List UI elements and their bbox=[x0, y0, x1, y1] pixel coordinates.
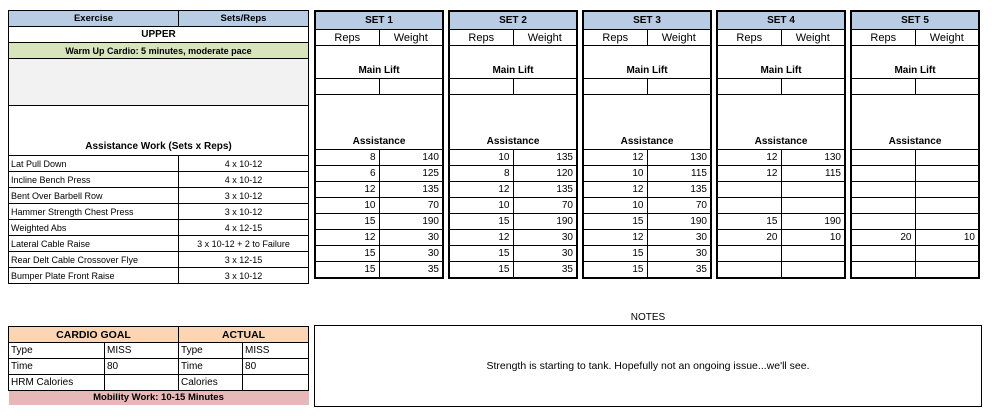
weight-cell[interactable]: 115 bbox=[781, 166, 845, 182]
weight-cell[interactable]: 130 bbox=[647, 150, 711, 166]
weight-cell[interactable]: 120 bbox=[513, 166, 577, 182]
set-title: SET 2 bbox=[450, 12, 577, 30]
weight-cell[interactable]: 30 bbox=[647, 246, 711, 262]
exercise-table bbox=[8, 10, 309, 284]
weight-header: Weight bbox=[647, 30, 711, 46]
assistance-heading: Assistance Work (Sets x Reps) bbox=[9, 106, 309, 156]
reps-cell[interactable]: 10 bbox=[584, 198, 648, 214]
reps-cell[interactable]: 10 bbox=[450, 198, 514, 214]
set-title: SET 5 bbox=[852, 12, 979, 30]
reps-cell[interactable] bbox=[852, 166, 916, 182]
reps-cell[interactable]: 12 bbox=[584, 182, 648, 198]
reps-cell[interactable]: 8 bbox=[450, 166, 514, 182]
reps-cell[interactable]: 15 bbox=[450, 214, 514, 230]
weight-cell[interactable] bbox=[915, 166, 979, 182]
reps-cell[interactable]: 12 bbox=[450, 182, 514, 198]
reps-cell[interactable]: 15 bbox=[316, 262, 380, 278]
reps-cell[interactable]: 10 bbox=[450, 150, 514, 166]
reps-cell[interactable]: 10 bbox=[584, 166, 648, 182]
reps-cell[interactable]: 12 bbox=[316, 230, 380, 246]
weight-cell[interactable]: 30 bbox=[379, 246, 443, 262]
goal-value[interactable]: MISS bbox=[105, 343, 179, 359]
reps-header: Reps bbox=[852, 30, 916, 46]
set-panel-1 bbox=[314, 10, 444, 279]
reps-cell[interactable]: 15 bbox=[718, 214, 782, 230]
weight-cell[interactable]: 30 bbox=[379, 230, 443, 246]
weight-cell[interactable]: 30 bbox=[647, 230, 711, 246]
goal-label: Type bbox=[9, 343, 105, 359]
weight-cell[interactable]: 10 bbox=[781, 230, 845, 246]
cardio-table bbox=[8, 326, 309, 405]
main-lift-weight[interactable] bbox=[647, 79, 711, 95]
weight-cell[interactable]: 30 bbox=[513, 246, 577, 262]
set-panel-5 bbox=[850, 10, 980, 279]
weight-cell[interactable]: 35 bbox=[647, 262, 711, 278]
goal-value[interactable] bbox=[105, 375, 179, 391]
exercise-name[interactable]: Lat Pull Down bbox=[9, 156, 179, 172]
exercise-sets[interactable]: 3 x 12-15 bbox=[179, 252, 309, 268]
weight-cell[interactable]: 190 bbox=[781, 214, 845, 230]
weight-cell[interactable]: 70 bbox=[647, 198, 711, 214]
weight-cell[interactable] bbox=[915, 262, 979, 278]
exercise-sets[interactable]: 4 x 10-12 bbox=[179, 156, 309, 172]
reps-cell[interactable] bbox=[852, 214, 916, 230]
cardio-goal-title: CARDIO GOAL bbox=[9, 327, 179, 343]
main-lift-label: Main Lift bbox=[852, 46, 979, 79]
weight-cell[interactable]: 115 bbox=[647, 166, 711, 182]
exercise-name[interactable]: Bumper Plate Front Raise bbox=[9, 268, 179, 284]
assistance-label: Assistance bbox=[316, 95, 443, 150]
weight-cell[interactable] bbox=[781, 198, 845, 214]
reps-cell[interactable] bbox=[852, 150, 916, 166]
reps-cell[interactable] bbox=[852, 198, 916, 214]
exercise-sets[interactable]: 3 x 10-12 bbox=[179, 188, 309, 204]
reps-cell[interactable]: 12 bbox=[718, 166, 782, 182]
exercise-sets[interactable]: 3 x 10-12 bbox=[179, 268, 309, 284]
weight-cell[interactable]: 70 bbox=[513, 198, 577, 214]
exercise-sets[interactable]: 3 x 10-12 + 2 to Failure bbox=[179, 236, 309, 252]
notes-label: NOTES bbox=[630, 312, 666, 323]
notes-text: Strength is starting to tank. Hopefully not an ongoing issue...we'll see. bbox=[486, 360, 810, 372]
main-lift-reps[interactable] bbox=[852, 79, 916, 95]
set-title: SET 1 bbox=[316, 12, 443, 30]
actual-value[interactable]: MISS bbox=[243, 343, 309, 359]
warmup-cardio[interactable]: Warm Up Cardio: 5 minutes, moderate pace bbox=[9, 43, 309, 59]
reps-cell[interactable]: 15 bbox=[450, 262, 514, 278]
reps-header: Reps bbox=[718, 30, 782, 46]
reps-header: Reps bbox=[450, 30, 514, 46]
exercise-name[interactable]: Bent Over Barbell Row bbox=[9, 188, 179, 204]
weight-cell[interactable] bbox=[915, 150, 979, 166]
set-title: SET 4 bbox=[718, 12, 845, 30]
exercise-name[interactable]: Incline Bench Press bbox=[9, 172, 179, 188]
actual-label: Calories bbox=[179, 375, 243, 391]
exercise-name[interactable]: Weighted Abs bbox=[9, 220, 179, 236]
weight-cell[interactable]: 70 bbox=[379, 198, 443, 214]
actual-value[interactable]: 80 bbox=[243, 359, 309, 375]
weight-cell[interactable] bbox=[781, 262, 845, 278]
reps-cell[interactable]: 8 bbox=[316, 150, 380, 166]
weight-cell[interactable]: 140 bbox=[379, 150, 443, 166]
header-exercise: Exercise bbox=[9, 11, 179, 27]
main-lift-weight[interactable] bbox=[513, 79, 577, 95]
reps-cell[interactable]: 15 bbox=[584, 262, 648, 278]
set-panel-3 bbox=[582, 10, 712, 279]
reps-header: Reps bbox=[316, 30, 380, 46]
weight-header: Weight bbox=[513, 30, 577, 46]
exercise-name[interactable]: Rear Delt Cable Crossover Flye bbox=[9, 252, 179, 268]
set-title: SET 3 bbox=[584, 12, 711, 30]
weight-cell[interactable]: 30 bbox=[513, 230, 577, 246]
reps-cell[interactable]: 6 bbox=[316, 166, 380, 182]
goal-label: Time bbox=[9, 359, 105, 375]
reps-cell[interactable] bbox=[718, 182, 782, 198]
reps-cell[interactable]: 15 bbox=[316, 214, 380, 230]
weight-cell[interactable] bbox=[915, 182, 979, 198]
weight-cell[interactable]: 35 bbox=[513, 262, 577, 278]
weight-cell[interactable]: 125 bbox=[379, 166, 443, 182]
goal-value[interactable]: 80 bbox=[105, 359, 179, 375]
reps-cell[interactable]: 20 bbox=[852, 230, 916, 246]
main-lift-reps[interactable] bbox=[316, 79, 380, 95]
reps-cell[interactable]: 15 bbox=[450, 246, 514, 262]
reps-cell[interactable]: 12 bbox=[584, 230, 648, 246]
weight-cell[interactable] bbox=[915, 198, 979, 214]
weight-cell[interactable]: 135 bbox=[379, 182, 443, 198]
weight-cell[interactable]: 135 bbox=[647, 182, 711, 198]
header-sets-reps: Sets/Reps bbox=[179, 11, 309, 27]
weight-header: Weight bbox=[915, 30, 979, 46]
exercise-name[interactable]: Lateral Cable Raise bbox=[9, 236, 179, 252]
reps-cell[interactable] bbox=[852, 262, 916, 278]
reps-cell[interactable]: 20 bbox=[718, 230, 782, 246]
weight-cell[interactable] bbox=[781, 182, 845, 198]
reps-cell[interactable]: 12 bbox=[450, 230, 514, 246]
assistance-label: Assistance bbox=[718, 95, 845, 150]
weight-cell[interactable]: 135 bbox=[513, 150, 577, 166]
actual-label: Time bbox=[179, 359, 243, 375]
cardio-actual-title: ACTUAL bbox=[179, 327, 309, 343]
main-lift-weight[interactable] bbox=[915, 79, 979, 95]
assistance-label: Assistance bbox=[584, 95, 711, 150]
reps-cell[interactable]: 12 bbox=[718, 150, 782, 166]
main-lift-label: Main Lift bbox=[450, 46, 577, 79]
weight-header: Weight bbox=[781, 30, 845, 46]
weight-cell[interactable] bbox=[915, 214, 979, 230]
reps-cell[interactable] bbox=[852, 182, 916, 198]
weight-cell[interactable]: 190 bbox=[647, 214, 711, 230]
reps-cell[interactable]: 15 bbox=[316, 246, 380, 262]
reps-cell[interactable] bbox=[718, 198, 782, 214]
reps-cell[interactable]: 12 bbox=[584, 150, 648, 166]
upper-label: UPPER bbox=[9, 27, 309, 43]
reps-cell[interactable]: 15 bbox=[584, 246, 648, 262]
weight-cell[interactable]: 190 bbox=[513, 214, 577, 230]
main-lift-label: Main Lift bbox=[316, 46, 443, 79]
main-lift-blank[interactable] bbox=[9, 59, 309, 106]
reps-cell[interactable]: 15 bbox=[584, 214, 648, 230]
reps-cell[interactable]: 12 bbox=[316, 182, 380, 198]
weight-cell[interactable] bbox=[781, 246, 845, 262]
assistance-label: Assistance bbox=[450, 95, 577, 150]
weight-cell[interactable] bbox=[915, 246, 979, 262]
assistance-label: Assistance bbox=[852, 95, 979, 150]
goal-label: HRM Calories bbox=[9, 375, 105, 391]
weight-cell[interactable]: 130 bbox=[781, 150, 845, 166]
set-panel-4 bbox=[716, 10, 846, 279]
actual-label: Type bbox=[179, 343, 243, 359]
main-lift-weight[interactable] bbox=[379, 79, 443, 95]
reps-cell[interactable] bbox=[852, 246, 916, 262]
mobility-work: Mobility Work: 10-15 Minutes bbox=[9, 391, 309, 405]
reps-cell[interactable]: 10 bbox=[316, 198, 380, 214]
exercise-name[interactable]: Hammer Strength Chest Press bbox=[9, 204, 179, 220]
main-lift-reps[interactable] bbox=[450, 79, 514, 95]
weight-cell[interactable]: 190 bbox=[379, 214, 443, 230]
weight-cell[interactable]: 135 bbox=[513, 182, 577, 198]
main-lift-reps[interactable] bbox=[718, 79, 782, 95]
actual-value[interactable] bbox=[243, 375, 309, 391]
reps-header: Reps bbox=[584, 30, 648, 46]
reps-cell[interactable] bbox=[718, 246, 782, 262]
reps-cell[interactable] bbox=[718, 262, 782, 278]
set-panel-2 bbox=[448, 10, 578, 279]
notes-box[interactable] bbox=[314, 325, 982, 407]
weight-cell[interactable]: 10 bbox=[915, 230, 979, 246]
exercise-sets[interactable]: 4 x 12-15 bbox=[179, 220, 309, 236]
main-lift-label: Main Lift bbox=[584, 46, 711, 79]
main-lift-reps[interactable] bbox=[584, 79, 648, 95]
exercise-sets[interactable]: 3 x 10-12 bbox=[179, 204, 309, 220]
main-lift-weight[interactable] bbox=[781, 79, 845, 95]
weight-header: Weight bbox=[379, 30, 443, 46]
exercise-sets[interactable]: 4 x 10-12 bbox=[179, 172, 309, 188]
weight-cell[interactable]: 35 bbox=[379, 262, 443, 278]
main-lift-label: Main Lift bbox=[718, 46, 845, 79]
